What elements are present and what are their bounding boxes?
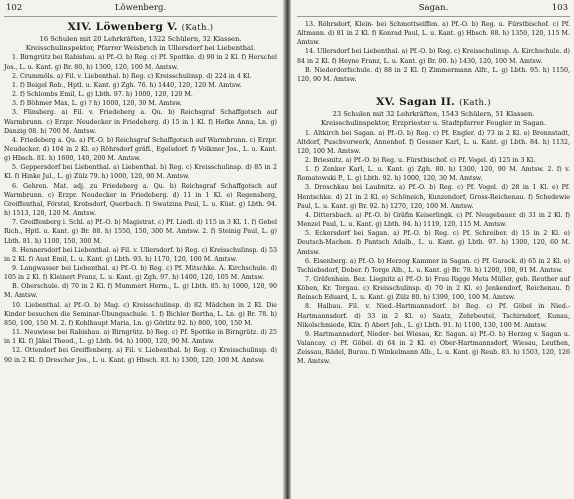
section-title-text: XIV. Löwenberg V. bbox=[67, 21, 178, 33]
school-entry: 1. f) Zenker Karl, L. u. Kant. g) Zgh. 80. h) 1300, 120, 90 M. Amtsw. 2. f) v. Romatowski P., L. g) Lbth. 92. h) 1000, 120, 30 M. Amtsw. bbox=[297, 166, 570, 183]
section-title bbox=[4, 21, 277, 33]
section-intro bbox=[297, 110, 570, 128]
school-entry: 3. f) Böhmer Max, L. g) ? h) 1000, 120, 30 M. Amtsw. bbox=[12, 100, 182, 108]
school-entry: 1. Birngrütz bei Rabishau. a) Pf.-O. b) Reg. c) Pf. Spottke. d) 90 in 2 Kl. f) Herschel Jos., L. u. Kant. g) Br. 80, h) 1300, 120, 100 M. Amtsw. bbox=[4, 54, 277, 71]
section-subtitle: (Kath.) bbox=[181, 23, 214, 33]
running-title: Sagan. bbox=[418, 3, 449, 13]
school-entry: 3. Droschkau bei Laubnitz. a) Pf.-O. b) Reg. c) Pf. Vogel. d) 28 in 1 Kl. e) Pf. Hentschke. d) 21 in 2 Kl. e) Schöneich, Kunzendorf, Gross-Reichenau. f) Schedewie Paul, L. u. Kant. g) Br. 92. h) 1270, 120, 100 M. Amtsw. bbox=[297, 184, 570, 210]
school-entry: 9. Hartmannsdorf, Nieder- bei Wiesau, Kr. Sagan. a) Pf.-O. b) Herzog v. Sagan u. Valancay. c) Pf. Göbel. d) 64 in 2 Kl. e) Ober-Hartmannsdorf, Wiesau, Leuthen, Zeissau, Rädel, Burau. f) Winkelmann Alb., L. u. Kant. g) Reub. 83. h) 1503, 120, 126 M. Amtsw. bbox=[297, 330, 570, 366]
section-spacer bbox=[297, 84, 570, 92]
entry-list bbox=[4, 53, 277, 364]
running-head bbox=[4, 0, 277, 17]
intro-line: 23 Schulen mit 32 Lehrkräften, 1543 Schülern, 51 Klassen. bbox=[332, 110, 535, 119]
intro-line: Kreisschulinspektor, Erzpriester u. Stadtpfarrer Feugler in Sagan. bbox=[320, 119, 547, 128]
entry-list bbox=[297, 129, 570, 367]
school-entry: B. Oberschule. d) 70 in 2 Kl. f) Mummert Herm., L. g) Lbth. 85. h) 1000, 120, 90 M. Amtsw. bbox=[4, 283, 277, 300]
page-number: 103 bbox=[551, 3, 568, 13]
school-entry: B. Niederdorfschule. d) 88 in 2 Kl. f) Zimmermann Alfr., L. g) Lbth. 95. h) 1150, 120, 90 M. Amtsw. bbox=[297, 66, 570, 83]
running-title: Löwenberg. bbox=[114, 3, 167, 13]
section-title bbox=[297, 96, 570, 108]
school-entry: 5. Eckersdorf bei Sagan. a) Pf.-O. b) Reg. c) Pf. Schreiber. d) 15 in 2 Kl. e) Deutsch-Machen. f) Pantsch Adalb., L. u. Kant. g) Lbth. 97. h) 1300, 120, 60 M. Amtsw. bbox=[297, 230, 570, 256]
school-entry: 1. f) Beigel Rob., Hptl. u. Kant. g) Zgh. 76. h) 1440, 120, 120 M. Amtsw. bbox=[12, 81, 242, 89]
entry-list-top bbox=[297, 20, 570, 84]
section-subtitle: (Kath.) bbox=[459, 98, 491, 109]
school-entry: 4. Dittersbach. a) Pf.-O. b) Gräfin Keiserlingk. c) Pf. Neugebauer. d) 31 in 2 Kl. f) Menzel Paul, L. u. Kant. g) Lbth. 94. h) 1119, 120, 115 M. Amtsw. bbox=[297, 211, 570, 229]
school-entry: 12. Ottendorf bei Greiffenberg. a) Fil. v. Liebenthal. b) Reg. c) Kreisschulinsp. d) 90 in 2 Kl. f) Drescher Jos., L. u. Kant. g) Hbsch. 83. h) 1300, 120, 100 M. Amtsw. bbox=[4, 347, 277, 364]
book-gutter bbox=[283, 0, 291, 499]
intro-line: Kreisschulinspektor, Pfarrer Weisbrich in Ullersdorf bei Liebenthal. bbox=[25, 44, 256, 53]
running-head bbox=[297, 0, 570, 17]
school-entry: 1. Altkirch bei Sagan. a) Pf.-O. b) Reg. c) Pf. Engler. d) 73 in 2 Kl. e) Brennstadt, Altdorf, Puschvorwerk, Annenhof. f) Gessner Karl, L. u. Kant. g) Lbth. 84. h) 1132, 120, 100 M. Amtsw. bbox=[297, 129, 570, 155]
school-entry: 14. Ullersdorf bei Liebenthal. a) Pf.-O. b) Reg. c) Kreisschulinsp. A. Kirchschule. d) 84 in 2 Kl. f) Heyne Franz, L. u. Kant. g) Br. 00. h) 1430, 120, 100 M. Amtsw. bbox=[297, 48, 570, 65]
school-entry: 13. Röhrsdorf, Klein- bei Schmottseiffen. a) Pf.-O. b) Reg. u. Fürstbischof. c) Pf. Altmann. d) 81 in 2 Kl. f) Konrad Paul, L. u. Kant. g) Hbsch. 88. h) 1350, 120, 115 M. Amtsw. bbox=[297, 21, 570, 47]
school-entry: 2. Briesnitz. a) Pf.-O. b) Reg. u. Fürstbischof. c) Pf. Vogel. d) 125 in 3 Kl. bbox=[305, 156, 536, 164]
school-entry: 7. Gräfenhain. Bez. Liegnitz a) Pf.-O. b) Frau Rigge Meta Müller, geb. Reuther auf Köben, Kr. Torgau. c) Kreisschulinsp. d) 70 in 2 Kl. e) Jenkendorf, Reichenau. f) Reinsch Eduard, L. u. Kant. g) Zülz 80. h) 1399, 100, 100 M. Amtsw. bbox=[297, 276, 570, 302]
school-entry: 3. Flinsberg. a) Fil. v. Friedeberg a. Qu. b) Reichsgraf Schaffgotsch auf Warmbrunn. c) Erzpr. Neudecker in Friedeberg. d) 15 in 1 Kl. f) Hefke Anna, Ln. g) Danzig 08. h) 700 M. Amtsw. bbox=[4, 109, 277, 135]
school-entry: 10. Liebenthal. a) Pf.-O. b) Mag. c) Kreisschulinsp. d) 82 Mädchen in 2 Kl. Die Kinder besuchen die Seminar-Übungsschule. 1. f) Bichler Bertha, L. Ln. g) Br. 78. h) 850, 100, 150 M. 2. f) Kohlhaupt Maria, Ln. g) Görlitz 92. h) 800, 100, 150 M. bbox=[4, 301, 277, 327]
school-entry: 6. Eisenberg. a) Pf.-O. b) Herzog Kammer in Sagan. c) Pf. Garack. d) 65 in 2 Kl. e) Tschiebsdorf, Dober. f) Torge Alb., L. u. Kant. g) Br. 78. h) 1200, 100, 91 M. Amtsw. bbox=[297, 257, 570, 274]
left-page bbox=[0, 0, 283, 499]
intro-line: 16 Schulen mit 20 Lehrkräften, 1322 Schülern, 32 Klassen. bbox=[39, 35, 242, 43]
school-entry: 2. f) Schlombs Emil, L. g) Lbth. 97. h) 1000, 120, 120 M. bbox=[12, 91, 193, 99]
school-entry: 2. Crummöls. a) Fil. v. Liebenthal. b) Reg. c) Kreisschulinsp. d) 224 in 4 Kl. bbox=[12, 72, 252, 80]
school-entry: 8. Halbau. Fil. v. Nied.-Hartmannsdorf. b) Reg. c) Pf. Göbel in Nied.-Hartmannsdorf. d) 33 in 2 Kl. e) Saatz, Zehrbeutel, Tschirndorf, Kunau, Nikolschmiede, Klix. f) Abert Joh., L. g) Lbth. 91. h) 1100, 130, 100 M. Amtsw. bbox=[297, 303, 570, 329]
school-entry: 9. Langwasser bei Liebenthal. a) Pf.-O. b) Reg. c) Pf. Mitschke. A. Kirchschule. d) 105 in 2 Kl. f) Kleinert Franz, L. u. Kant. g) Zgh. 97. h) 1400, 120, 105 M. Amtsw. bbox=[4, 265, 277, 282]
page-number: 102 bbox=[6, 3, 23, 13]
school-entry: 5. Geppersdorf bei Liebenthal. a) Liebenthal. b) Reg. c) Kreisschulinsp. d) 85 in 2 Kl. f) Hinke Jul., L. g) Zülz 79. h) 1000, 120, 90 M. Amtsw. bbox=[4, 164, 277, 181]
school-entry: 4. Friedeberg a. Qu. a) Pf.-O. b) Reichsgraf Schaffgotsch auf Warmbrunn. c) Erzpr. Neudecker. d) 104 in 2 Kl. e) Röhrsdorf gräfl., Egelsdorf. f) Volkmer Jos., L. u. Kant. g) Hbsch. 81. h) 1600, 140, 200 M. Amtsw. bbox=[4, 136, 277, 163]
school-entry: 7. Greiffenberg i. Schl. a) Pf.-O. b) Magistrat. c) Pf. Liedl. d) 115 in 3 Kl. 1. f) Gebel Rich., Hptl. u. Kant. g) Br. 88. h) 1550, 150, 300 M. Amtsw. 2. f) Steinig Paul, L. g) Lbth. 81. h) 1100, 150, 300 M. bbox=[4, 219, 277, 245]
school-entry: 11. Neuwiese bei Rabishau. a) Birngrütz. b) Reg. c) Pf. Spottke in Birngrütz. d) 25 in 1 Kl. f) Jäkel Theod., L. g) Lbth. 94. h) 1000, 120, 90 M. Amtsw. bbox=[4, 329, 277, 346]
school-entry: 8. Hennersdorf bei Liebenthal. a) Fil. v. Ullersdorf. b) Reg. c) Kreisschulinsp. d) 53 in 2 Kl. f) Aust Emil, L. u. Kant. g) Lbth. 93. h) 1170, 120, 100 M. Amtsw. bbox=[4, 246, 277, 263]
section-title-text: XV. Sagan II. bbox=[376, 96, 456, 109]
school-entry: 6. Gehren. Mat. adj. zu Friedeberg a. Qu. b) Reichsgraf Schaffgotsch auf Warmbrunn. c) Erzpr. Neudecker in Friedeberg. d) 11 in 1 Kl. e) Regensberg, Greiffenthal, Förstel, Krobsdorf, Querbach. f) Swatzina Paul, L. u. Küst. g) Lbth. 94. h) 1513, 120, 120 M. Amtsw. bbox=[4, 182, 277, 218]
section-intro bbox=[4, 35, 277, 53]
right-page bbox=[291, 0, 574, 499]
